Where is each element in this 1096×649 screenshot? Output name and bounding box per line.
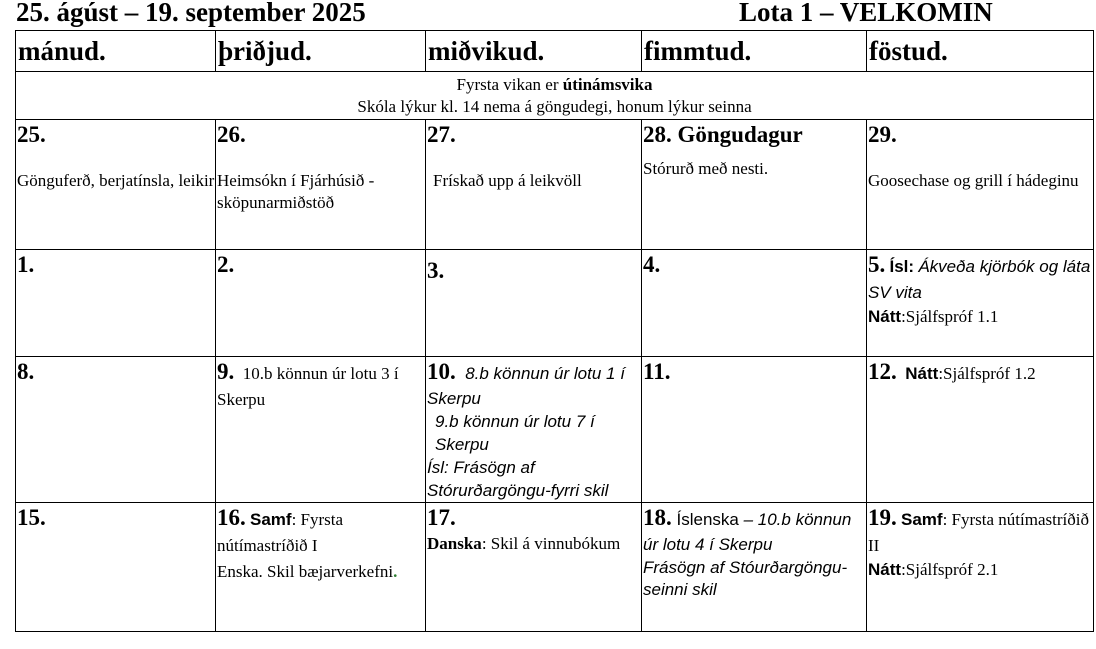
day-number: 17. bbox=[427, 505, 456, 530]
notice-bold: útinámsvika bbox=[562, 75, 653, 94]
assignment-text: 8.b könnun úr lotu 1 í Skerpu bbox=[427, 364, 625, 408]
notice-row bbox=[16, 72, 1094, 120]
subject-label: Samf bbox=[901, 510, 943, 529]
day-cell bbox=[642, 120, 867, 250]
day-text: Goosechase og grill í hádeginu bbox=[868, 171, 1079, 190]
week-row bbox=[16, 503, 1094, 632]
day-number: 10. bbox=[427, 359, 456, 384]
subject-label: Íslenska bbox=[676, 510, 739, 529]
day-number: 1. bbox=[17, 252, 35, 277]
weekday-monday: mánud. bbox=[16, 31, 216, 72]
notice-cell bbox=[16, 72, 1094, 120]
date-range-title: 25. ágúst – 19. september 2025 bbox=[16, 0, 366, 27]
week-row bbox=[16, 120, 1094, 250]
assignment-text: Enska. Skil bæjarverkefni bbox=[217, 562, 394, 581]
assignment-text: : Skil á vinnubókum bbox=[481, 534, 621, 553]
day-number: 9. bbox=[217, 359, 235, 384]
assignment-text: :Sjálfspróf 1.2 bbox=[938, 364, 1036, 383]
day-number: 4. bbox=[643, 252, 661, 277]
assignment-text: Ísl: Frásögn af Stórurðargöngu-fyrri skil bbox=[427, 458, 609, 500]
assignment-text: Frásögn af Stóurðargöngu-seinni skil bbox=[643, 558, 848, 599]
assignment-text: : Fyrsta nútímastríðið I bbox=[217, 510, 344, 555]
day-number: 27. bbox=[427, 122, 456, 147]
day-number: 18. bbox=[643, 505, 672, 530]
day-cell bbox=[216, 357, 426, 503]
week-row bbox=[16, 250, 1094, 357]
day-number: 19. bbox=[868, 505, 897, 530]
calendar-table bbox=[15, 30, 1094, 632]
day-cell bbox=[216, 120, 426, 250]
weekday-header-row bbox=[16, 31, 1094, 72]
subject-label: Nátt bbox=[905, 364, 939, 383]
subject-label: Danska bbox=[427, 534, 482, 553]
weekday-thursday: fimmtud. bbox=[642, 31, 867, 72]
weekday-wednesday: miðvikud. bbox=[426, 31, 642, 72]
day-cell bbox=[16, 357, 216, 503]
day-cell bbox=[642, 250, 867, 357]
day-cell bbox=[16, 120, 216, 250]
day-cell bbox=[216, 503, 426, 632]
day-number: 15. bbox=[17, 505, 46, 530]
notice-line-2: Skóla lýkur kl. 14 nema á göngudegi, honum lýkur seinna bbox=[357, 97, 752, 116]
assignment-text: Ákveða kjörbók og láta SV vita bbox=[868, 257, 1091, 302]
day-number: 12. bbox=[868, 359, 897, 384]
weekday-friday: föstud. bbox=[867, 31, 1094, 72]
assignment-text: :Sjálfspróf 2.1 bbox=[901, 560, 999, 579]
day-number: 5. bbox=[868, 252, 886, 277]
day-number: 2. bbox=[217, 252, 235, 277]
weekday-tuesday: þriðjud. bbox=[216, 31, 426, 72]
day-text: Gönguferð, berjatínsla, leikir bbox=[17, 171, 215, 190]
day-cell bbox=[642, 357, 867, 503]
day-cell bbox=[642, 503, 867, 632]
day-text: Stórurð með nesti. bbox=[643, 159, 769, 178]
day-number: 26. bbox=[217, 122, 246, 147]
day-cell bbox=[426, 250, 642, 357]
day-cell bbox=[426, 120, 642, 250]
assignment-text: :Sjálfspróf 1.1 bbox=[901, 307, 999, 326]
subject-label: Ísl: bbox=[889, 257, 915, 276]
green-dot: . bbox=[393, 562, 398, 581]
notice-prefix: Fyrsta vikan er bbox=[456, 75, 563, 94]
assignment-text: 9.b könnun úr lotu 7 í Skerpu bbox=[435, 412, 595, 454]
subject-label: Samf bbox=[250, 510, 292, 529]
day-cell bbox=[426, 357, 642, 503]
day-cell bbox=[867, 120, 1094, 250]
day-number: 8. bbox=[17, 359, 35, 384]
day-cell bbox=[16, 503, 216, 632]
day-cell bbox=[867, 357, 1094, 503]
subject-label: Nátt bbox=[868, 560, 902, 579]
subject-label: Nátt bbox=[868, 307, 902, 326]
assignment-text: – 10.b könnun úr lotu 4 í Skerpu bbox=[643, 510, 852, 554]
day-number: 25. bbox=[17, 122, 46, 147]
notice-line-1 bbox=[16, 74, 1093, 96]
lota-title: Lota 1 – VELKOMIN bbox=[739, 0, 993, 27]
day-cell bbox=[216, 250, 426, 357]
day-number: 11. bbox=[643, 359, 671, 384]
day-text: Heimsókn í Fjárhúsið - sköpunarmiðstöð bbox=[217, 171, 375, 212]
assignment-text: : Fyrsta nútímastríðið II bbox=[868, 510, 1089, 555]
day-number: 29. bbox=[868, 122, 897, 147]
day-text: Frískað upp á leikvöll bbox=[433, 171, 582, 190]
day-cell bbox=[16, 250, 216, 357]
week-row bbox=[16, 357, 1094, 503]
day-number: 3. bbox=[427, 258, 445, 283]
day-number: 16. bbox=[217, 505, 246, 530]
day-cell bbox=[867, 503, 1094, 632]
day-number: 28. Göngudagur bbox=[643, 122, 803, 147]
day-cell bbox=[426, 503, 642, 632]
day-cell bbox=[867, 250, 1094, 357]
assignment-text: 10.b könnun úr lotu 3 í Skerpu bbox=[217, 364, 399, 409]
